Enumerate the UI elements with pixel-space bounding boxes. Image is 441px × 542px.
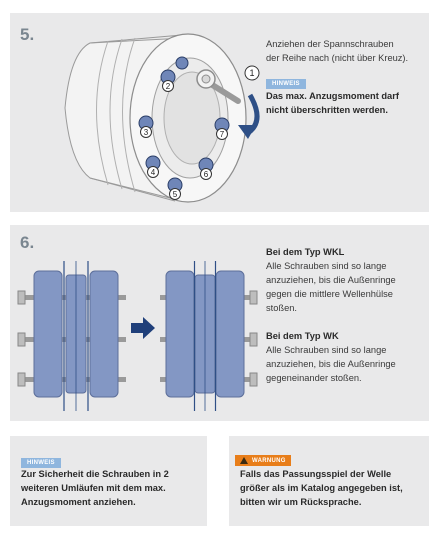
notice-text: Zur Sicherheit die Schrauben in 2 weiteren Umläufen mit dem max. Anzugsmoment anziehen. <box>21 469 169 507</box>
step-6-panel <box>10 225 429 421</box>
warning-triangle-icon <box>240 457 248 464</box>
bolt-icon <box>176 57 188 69</box>
assembly-before-illustration <box>18 261 128 411</box>
warning-text: Falls das Passungsspiel der Welle größer als im Katalog angegeben ist, bitten wir um Rücksprache. <box>240 469 403 507</box>
wkl-title: Bei dem Typ WKL <box>266 247 345 257</box>
step-5-hint-text: Das max. Anzugsmoment darf nicht überschritten werden. <box>266 91 399 115</box>
wk-title: Bei dem Typ WK <box>266 331 339 341</box>
step-6-wk-block: Bei dem Typ WK Alle Schrauben sind so lange anzuziehen, bis die Außenringe gegeneinander stoßen. <box>266 331 396 383</box>
bolt-number-label: 3 <box>143 128 149 137</box>
step-number: 5. <box>20 25 35 44</box>
clamping-element-illustration <box>10 13 255 212</box>
bolt-number-label: 5 <box>172 190 178 199</box>
hint-badge: HINWEIS <box>266 72 306 90</box>
notice-panel <box>10 436 207 526</box>
bolt-number-label: 7 <box>219 130 225 139</box>
bolt-number-label: 2 <box>165 82 171 91</box>
arrow-right-icon <box>131 317 155 339</box>
warning-panel <box>229 436 429 526</box>
assembly-after-illustration <box>158 261 258 411</box>
step-5-instruction: Anziehen der Spannschrauben der Reihe nach (nicht über Kreuz). <box>266 39 409 63</box>
bolt-number-label: 6 <box>203 170 209 179</box>
warning-badge: WARNUNG <box>235 451 291 469</box>
step-6-wkl-block: Bei dem Typ WKL Alle Schrauben sind so lange anzuziehen, bis die Außenringe gegen die mittlere Wellenhülse stoßen. <box>266 247 396 313</box>
bolt-number-label: 4 <box>150 168 156 177</box>
notice-badge: HINWEIS <box>21 451 61 469</box>
svg-text:1: 1 <box>249 68 255 78</box>
step-5-panel <box>10 13 429 212</box>
step-number: 6. <box>20 233 35 252</box>
